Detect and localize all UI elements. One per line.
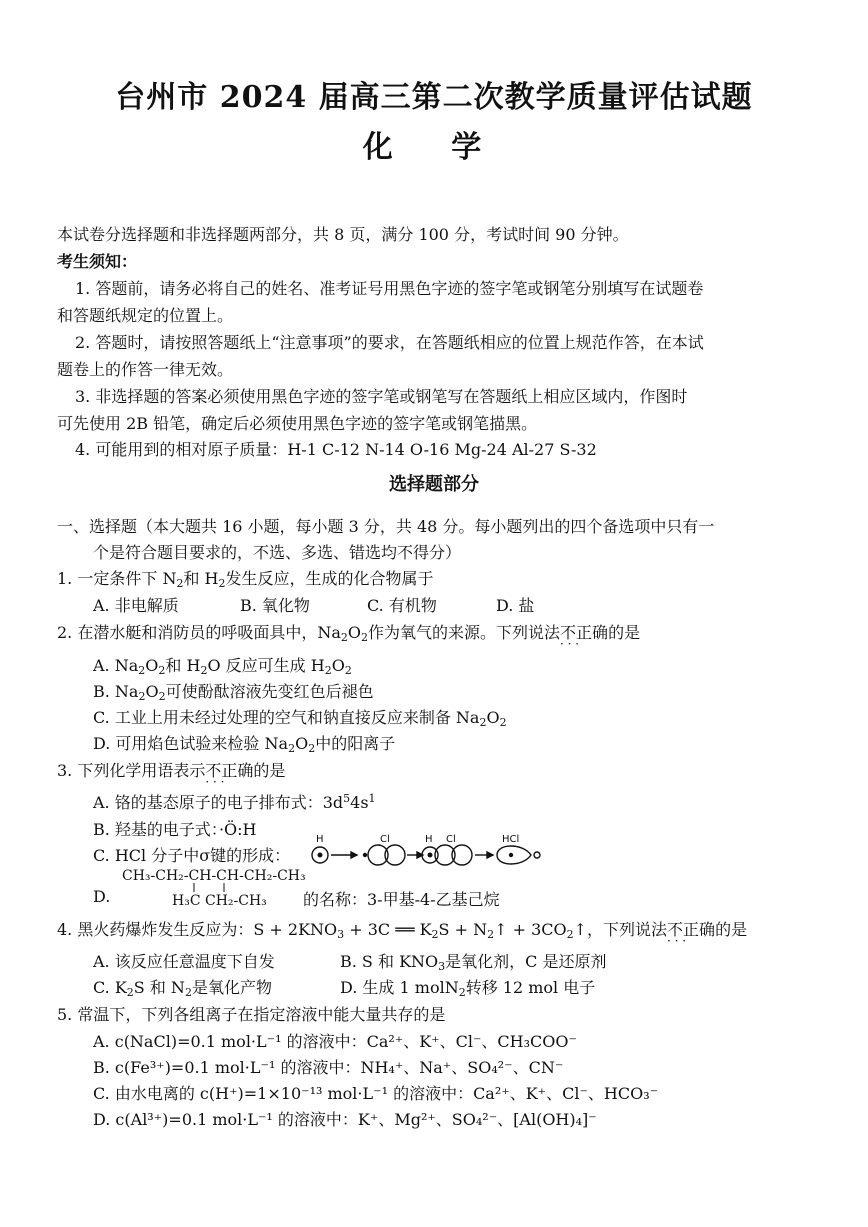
notice-1b: 和答题纸规定的位置上。 — [57, 306, 234, 325]
label-h: H — [316, 834, 324, 845]
q2-option-a: A. $Na_2O_2$和 $H_2O$ 反应可生成 $H_2O_2$ — [93, 656, 352, 677]
notice-3a: 3. 非选择题的答案必须使用黑色字迹的签字笔或钢笔写在答题纸上相应区域内，作图时 — [75, 387, 688, 406]
part1-line2: 个是符合题目要求的，不选、多选、错选均不得分） — [93, 543, 462, 562]
section-title: 选择题部分 — [389, 474, 479, 495]
notice-2a: 2. 答题时，请按照答题纸上“注意事项”的要求，在答题纸相应的位置上规范作答，在本试 — [75, 333, 704, 352]
q5-option-a: A. c(NaCl)=0.1 mol·L⁻¹ 的溶液中：Ca²⁺、K⁺、Cl⁻、CH₃COO⁻ — [93, 1032, 577, 1051]
sigma-bond-diagram — [305, 832, 545, 868]
notice-2b: 题卷上的作答一律无效。 — [57, 360, 234, 379]
q1-option-d: D. 盐 — [496, 596, 535, 615]
notice-4: 4. 可能用到的相对原子质量：H-1 C-12 N-14 O-16 Mg-24 Al-27 S-32 — [75, 440, 597, 459]
exam-title: 台州市 2024 届高三第二次教学质量评估试题 — [115, 80, 753, 115]
structural-bonds — [188, 883, 248, 893]
notice-1a: 1. 答题前，请务必将自己的姓名、准考证号用黑色字迹的签字笔或钢笔分别填写在试题卷 — [75, 279, 704, 298]
q3-option-d-name: 的名称：3-甲基-4-乙基己烷 — [303, 890, 500, 909]
notice-heading: 考生须知： — [57, 252, 138, 271]
q2-option-d: D. 可用焰色试验来检验 $Na_2O_2$中的阳离子 — [93, 734, 396, 755]
q5-option-d: D. c(Al³⁺)=0.1 mol·L⁻¹ 的溶液中：K⁺、Mg²⁺、SO₄²⁻、[Al(OH)₄]⁻ — [93, 1110, 597, 1129]
q2-option-c: C. 工业上用未经过处理的空气和钠直接反应来制备 $Na_2O_2$ — [93, 708, 507, 729]
intro-line: 本试卷分选择题和非选择题两部分，共 8 页，满分 100 分，考试时间 90 分钟。 — [57, 225, 629, 244]
notice-3b: 可先使用 2B 铅笔，确定后必须使用黑色字迹的签字笔或钢笔描黑。 — [57, 414, 538, 433]
q3-option-c: C. HCl 分子中σ键的形成： — [93, 846, 291, 865]
label-cl: Cl — [380, 834, 390, 845]
q3-option-a: A. 铬的基态原子的电子排布式：$3d^54s^1$ — [93, 792, 376, 812]
subject-title: 化 学 — [362, 130, 506, 165]
hcl-orbital-icon — [497, 846, 531, 864]
q4-option-b: B. S 和 $KNO_3$是氧化剂，C 是还原剂 — [340, 952, 607, 973]
part1-line1: 一、选择题（本大题共 16 小题，每小题 3 分，共 48 分。每小题列出的四个备选项中只有一 — [57, 517, 715, 536]
q2-stem: 2. 在潜水艇和消防员的呼吸面具中，$Na_2O_2$作为氧气的来源。下列说法不正确 · · ·的是 — [57, 620, 640, 643]
q4-option-d: D. 生成 1 molN$_2$转移 12 mol 电子 — [340, 978, 596, 999]
structural-formula-bottom: H₃C CH₂-CH₃ — [172, 893, 267, 909]
hydroxyl-electron-formula: ·Ö:H — [218, 820, 257, 839]
q4-option-c: C. $K_2S$ 和 $N_2$是氧化产物 — [93, 978, 272, 999]
q4-option-a: A. 该反应任意温度下自发 — [93, 952, 275, 971]
q3-stem: 3. 下列化学用语表示不正确 · · ·的是 — [57, 758, 285, 781]
q3-option-d-label: D. — [93, 887, 111, 906]
label-hcl: HCl — [502, 834, 520, 845]
q5-stem: 5. 常温下，下列各组离子在指定溶液中能大量共存的是 — [57, 1005, 446, 1024]
q3-option-b: B. 羟基的电子式：·Ö:H — [93, 820, 257, 839]
structural-formula-top: CH₃-CH₂-CH-CH-CH₂-CH₃ — [122, 868, 306, 884]
q5-option-c: C. 由水电离的 c(H⁺)=1×10⁻¹³ mol·L⁻¹ 的溶液中：Ca²⁺、K⁺、Cl⁻、HCO₃⁻ — [93, 1084, 659, 1103]
q1-option-a: A. 非电解质 — [93, 596, 179, 615]
q2-option-b: B. $Na_2O_2$可使酚酞溶液先变红色后褪色 — [93, 682, 374, 703]
q5-option-b: B. c(Fe³⁺)=0.1 mol·L⁻¹ 的溶液中：NH₄⁺、Na⁺、SO₄²⁻、CN⁻ — [93, 1058, 564, 1077]
label-h2: H — [425, 834, 433, 845]
q1-option-c: C. 有机物 — [367, 596, 437, 615]
q4-stem: 4. 黑火药爆炸发生反应为：$S + 2KNO_3 + 3C$ ══ $K_2S$ + $N_2↑$ + $3CO_2↑$，下列说法不正确 · · ·的是 — [57, 917, 747, 940]
label-cl2: Cl — [446, 834, 456, 845]
q1-option-b: B. 氧化物 — [240, 596, 310, 615]
q1-stem: 1. 一定条件下 $N_2$和 $H_2$发生反应，生成的化合物属于 — [57, 569, 434, 590]
